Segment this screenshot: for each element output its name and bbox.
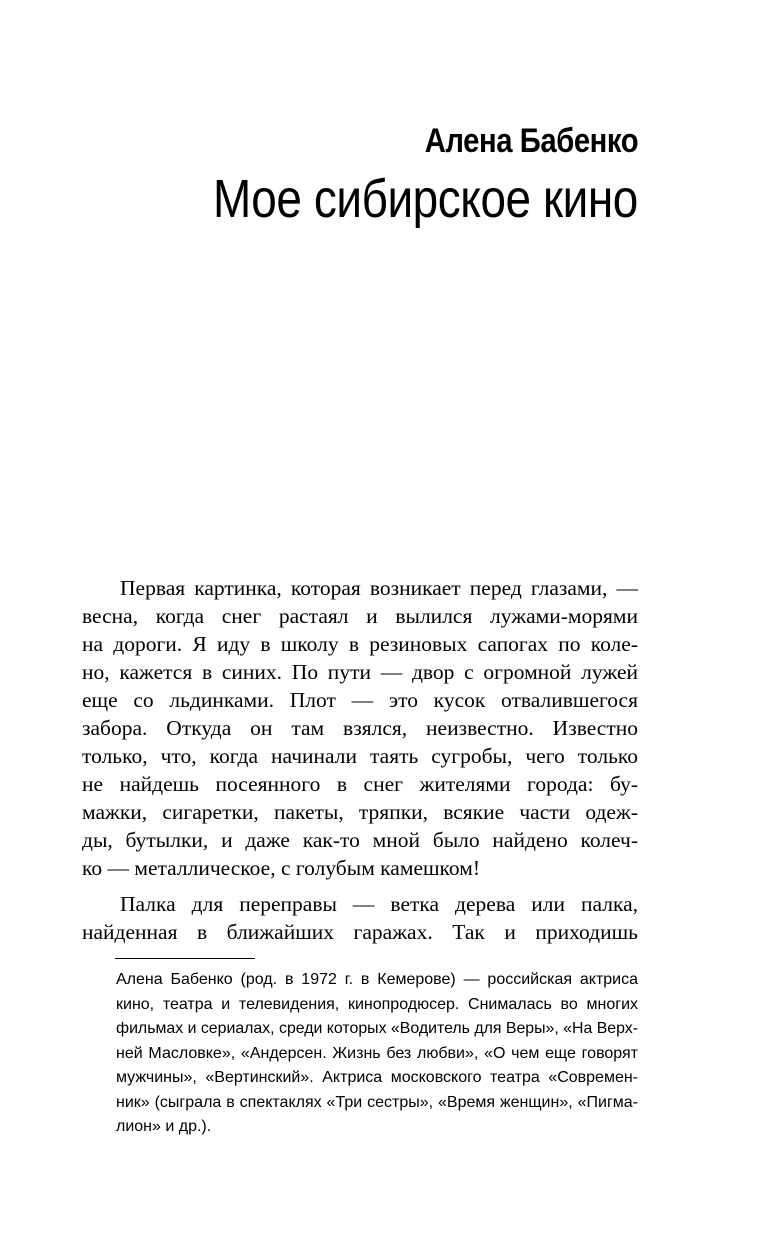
text-line: но, кажется в синих. По пути — двор с огромной лужей <box>82 660 638 684</box>
text-line: не найдешь посеянного в снег жителями города: бу- <box>82 772 638 796</box>
footnote-line: фильмах и сериалах, среди которых «Водитель для Веры», «На Верх- <box>116 1020 639 1037</box>
main-text <box>82 574 638 946</box>
footnote-divider <box>115 958 255 959</box>
book-title: Мое сибирское кино <box>213 169 638 229</box>
text-line: весна, когда снег растаял и вылился лужами-морями <box>82 604 638 628</box>
text-line: еще со льдинками. Плот — это кусок отвалившегося <box>82 688 638 712</box>
footnote-line: Алена Бабенко (род. в 1972 г. в Кемерове) — российская актриса <box>116 971 638 988</box>
footnote <box>116 968 638 1140</box>
paragraph-gap <box>82 882 638 890</box>
footnote-line: кино, театра и телевидения, кинопродюсер. Снималась во многих <box>116 995 638 1013</box>
text-line: забора. Откуда он там взялся, неизвестно. Известно <box>82 716 638 740</box>
footnote-line: лион» и др.). <box>116 1118 212 1135</box>
text-line: Первая картинка, которая возникает перед глазами, — <box>120 576 638 600</box>
footnote-line: мужчины», «Вертинский». Актриса московского театра «Современ- <box>116 1069 638 1086</box>
footnote-line: ник» (сыграла в спектаклях «Три сестры», «Время женщин», «Пигма- <box>116 1093 638 1111</box>
text-line: на дороги. Я иду в школу в резиновых сапогах по коле- <box>82 632 638 656</box>
text-line: только, что, когда начинали таять сугробы, чего только <box>82 744 638 768</box>
text-line: мажки, сигаретки, пакеты, тряпки, всякие части одеж- <box>82 800 638 824</box>
text-line: найденная в ближайших гаражах. Так и приходишь <box>82 920 638 944</box>
text-line: ды, бутылки, и даже как-то мной было найдено колеч- <box>82 828 638 852</box>
footnote-line: ней Масловке», «Андерсен. Жизнь без любви», «О чем еще говорят <box>116 1044 638 1062</box>
text-line: ко — металлическое, с голубым камешком! <box>82 856 481 880</box>
author-name: Алена Бабенко <box>424 122 638 160</box>
text-line: Палка для переправы — ветка дерева или палка, <box>120 892 638 916</box>
